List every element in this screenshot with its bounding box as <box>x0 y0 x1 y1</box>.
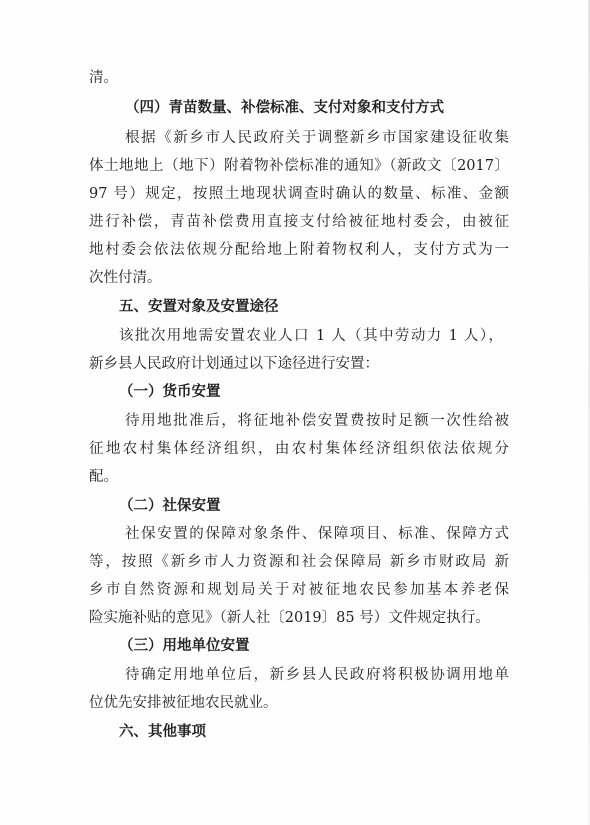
paragraph-line: 等，按照《新乡市人力资源和社会保障局 新乡市财政局 新 <box>89 554 509 570</box>
paragraph-line: 体土地地上（地下）附着物补偿标准的通知》（新政文〔2017〕 <box>89 158 509 174</box>
paragraph-line: 险实施补贴的意见》（新人社〔2019〕85 号）文件规定执行。 <box>89 610 490 626</box>
section-heading-6: 六、其他事项 <box>119 724 206 740</box>
section-heading-4: （四）青苗数量、补偿标准、支付对象和支付方式 <box>125 99 444 116</box>
section-heading-5: 五、安置对象及安置途径 <box>119 299 279 315</box>
paragraph-line: 次性付清。 <box>89 270 162 286</box>
paragraph-line: 地村委会依法依规分配给地上附着物权利人，支付方式为一 <box>89 242 509 258</box>
paragraph-line: 社保安置的保障对象条件、保障项目、标准、保障方式 <box>125 526 509 542</box>
paragraph-line: 配。 <box>89 469 118 485</box>
subsection-heading-2: （二）社保安置 <box>119 497 221 514</box>
paragraph-line: 征地农村集体经济组织，由农村集体经济组织依法依规分 <box>89 441 509 457</box>
paragraph-line: 新乡县人民政府计划通过以下途径进行安置： <box>89 356 379 372</box>
paragraph-line: 根据《新乡市人民政府关于调整新乡市国家建设征收集 <box>125 130 509 146</box>
paragraph-tail-line: 清。 <box>89 70 118 86</box>
paragraph-line: 该批次用地需安置农业人口 1 人（其中劳动力 1 人）， <box>119 328 503 344</box>
paragraph-line: 位优先安排被征地农民就业。 <box>89 695 278 711</box>
paragraph-line: 乡市自然资源和规划局关于对被征地农民参加基本养老保 <box>89 582 509 598</box>
subsection-heading-3: （三）用地单位安置 <box>119 637 250 654</box>
subsection-heading-1: （一）货币安置 <box>119 383 221 400</box>
paragraph-line: 待确定用地单位后，新乡县人民政府将积极协调用地单 <box>125 667 509 683</box>
paragraph-line: 97 号）规定，按照土地现状调查时确认的数量、标准、金额 <box>89 186 509 202</box>
paragraph-line: 进行补偿，青苗补偿费用直接支付给被征地村委会，由被征 <box>89 214 509 230</box>
paragraph-line: 待用地批准后，将征地补偿安置费按时足额一次性给被 <box>125 413 509 429</box>
